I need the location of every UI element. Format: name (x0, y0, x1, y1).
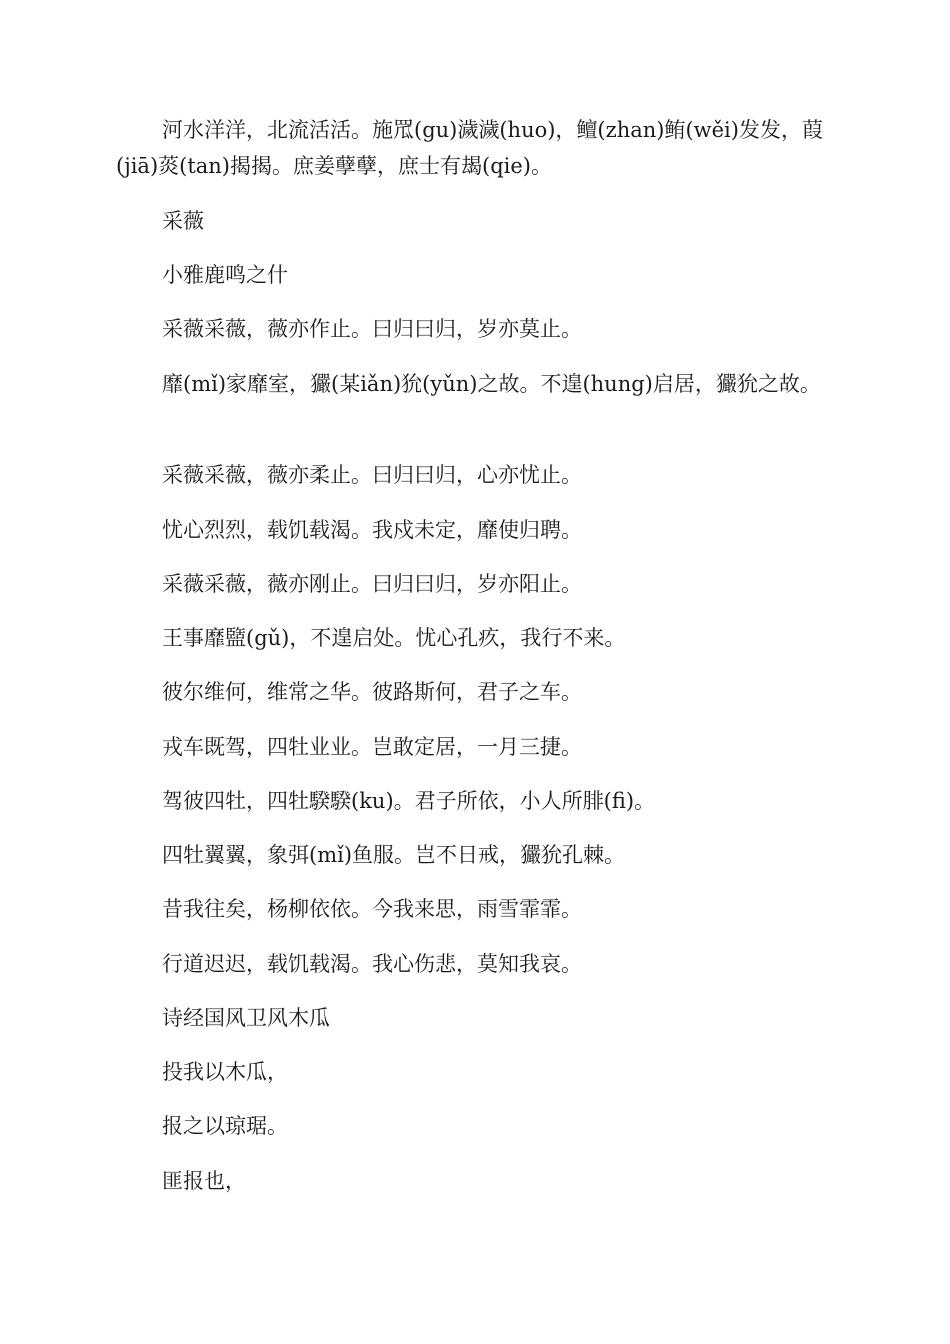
paragraph-12: 驾彼四牡，四牡騤騤(ku)。君子所依，小人所腓(fi)。 (162, 789, 656, 813)
paragraph-14: 昔我往矣，杨柳依依。今我来思，雨雪霏霏。 (162, 897, 582, 921)
paragraph-3: 小雅鹿鸣之什 (162, 263, 288, 287)
paragraph-17: 投我以木瓜， (162, 1060, 288, 1084)
paragraph-1: 河水洋洋，北流活活。施罛(gu)濊濊(huo)，鳣(zhan)鲔(wěi)发发，葭(jiā)菼(tan)揭揭。庶姜孽孽，庶士有朅(qie)。 (116, 118, 823, 178)
paragraph-19: 匪报也， (162, 1169, 246, 1193)
paragraph-16: 诗经国风卫风木瓜 (162, 1006, 330, 1030)
paragraph-13: 四牡翼翼，象弭(mǐ)鱼服。岂不日戒，玁狁孔棘。 (162, 843, 626, 867)
paragraph-5: 靡(mǐ)家靡室，玁(某iǎn)狁(yǔn)之故。不遑(hung)启居，玁狁之故。 (162, 372, 821, 396)
paragraph-4: 采薇采薇，薇亦作止。曰归曰归，岁亦莫止。 (162, 317, 582, 341)
paragraph-2: 采薇 (162, 209, 204, 233)
paragraph-11: 戎车既驾，四牡业业。岂敢定居，一月三捷。 (162, 735, 582, 759)
paragraph-6: 采薇采薇，薇亦柔止。曰归曰归，心亦忧止。 (162, 463, 582, 487)
paragraph-7: 忧心烈烈，载饥载渴。我戍未定，靡使归聘。 (162, 518, 582, 542)
paragraph-8: 采薇采薇，薇亦刚止。曰归曰归，岁亦阳止。 (162, 572, 582, 596)
paragraph-9: 王事靡盬(gǔ)，不遑启处。忧心孔疚，我行不来。 (162, 626, 626, 650)
paragraph-10: 彼尔维何，维常之华。彼路斯何，君子之车。 (162, 680, 582, 704)
paragraph-18: 报之以琼琚。 (162, 1114, 288, 1138)
paragraph-15: 行道迟迟，载饥载渴。我心伤悲，莫知我哀。 (162, 952, 582, 976)
